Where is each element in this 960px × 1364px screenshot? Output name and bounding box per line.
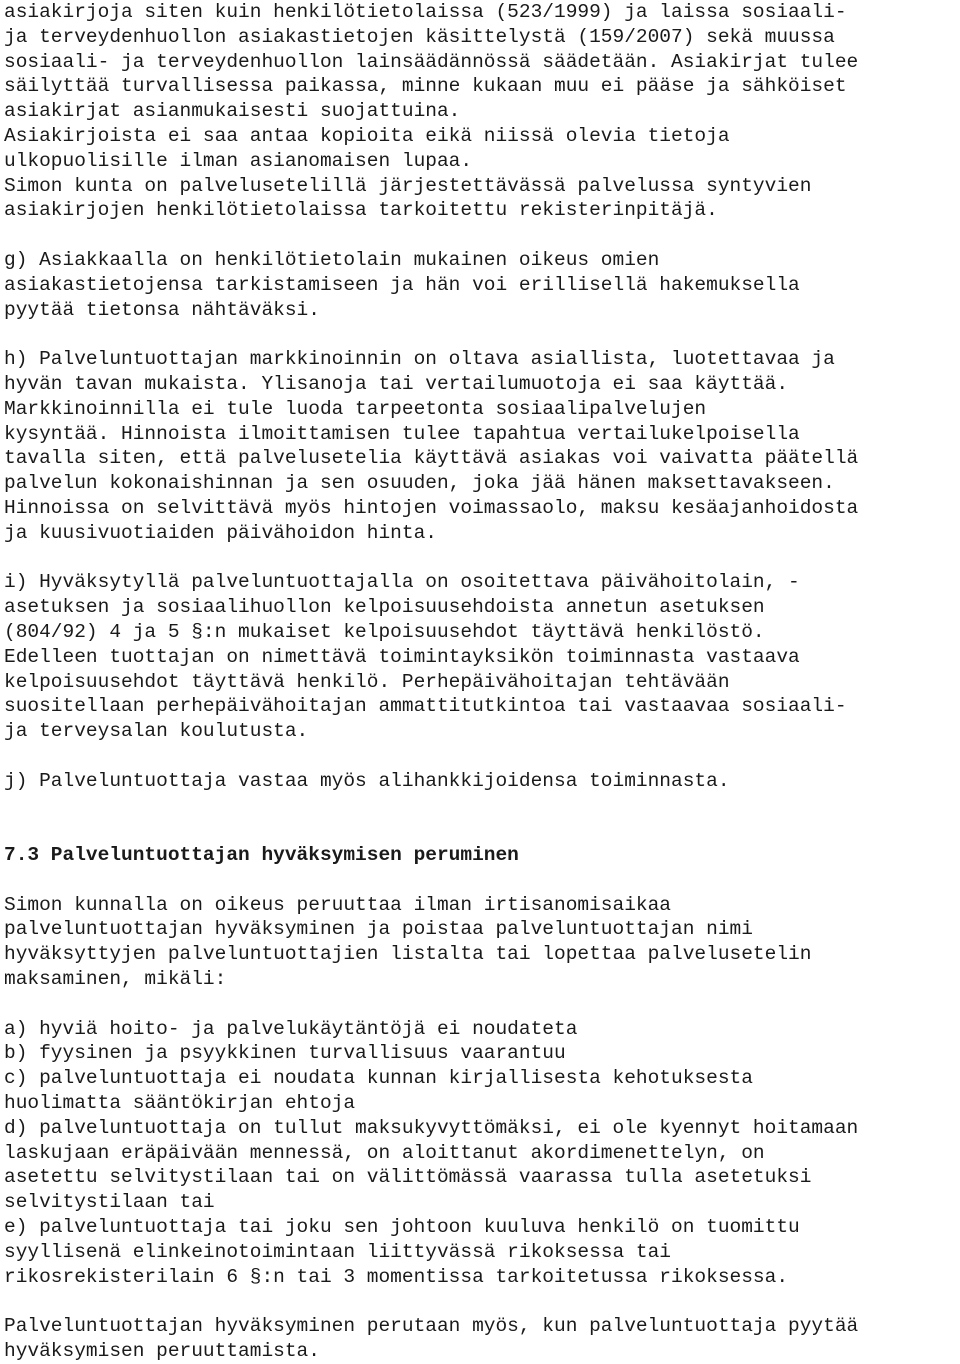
text-line: kysyntää. Hinnoista ilmoittamisen tulee tapahtua vertailukelpoisella: [4, 422, 800, 445]
text-line: Markkinoinnilla ei tule luoda tarpeetonta sosiaalipalvelujen: [4, 397, 707, 420]
text-line: kelpoisuusehdot täyttävä henkilö. Perhepäivähoitajan tehtävään: [4, 670, 730, 693]
text-line: Palveluntuottajan hyväksyminen perutaan myös, kun palveluntuottaja pyytää: [4, 1315, 859, 1338]
paragraph-item-h: [4, 347, 956, 545]
text-line: palvelun kokonaishinnan ja sen osuuden, joka jää hänen maksettavakseen.: [4, 472, 835, 495]
text-line: suositellaan perhepäivähoitajan ammattitutkintoa tai vastaavaa sosiaali-: [4, 695, 847, 718]
paragraph-gap: [4, 1289, 956, 1314]
list-item: huolimatta sääntökirjan ehtoja: [4, 1092, 356, 1115]
conditions-list: [4, 1017, 956, 1290]
paragraph-intro: [4, 893, 956, 992]
text-line: pyytää tietonsa nähtäväksi.: [4, 298, 320, 321]
text-line: j) Palveluntuottaja vastaa myös alihankkijoidensa toiminnasta.: [4, 769, 730, 792]
text-line: ja terveydenhuollon asiakastietojen käsittelystä (159/2007) sekä muussa: [4, 25, 835, 48]
paragraph-final: [4, 1314, 956, 1364]
text-line: Edelleen tuottajan on nimettävä toimintayksikön toiminnasta vastaava: [4, 645, 800, 668]
text-line: hyväksymisen peruuttamista.: [4, 1340, 320, 1363]
text-line: sosiaali- ja terveydenhuollon lainsäädännössä säädetään. Asiakirjat tulee: [4, 50, 859, 73]
text-line: hyvän tavan mukaista. Ylisanoja tai vertailumuotoja ei saa käyttää.: [4, 372, 789, 395]
text-line: asiakirjat asianmukaisesti suojattuina.: [4, 100, 461, 123]
paragraph-item-j: [4, 769, 956, 794]
text-line: tavalla siten, että palvelusetelia käyttävä asiakas voi vaivatta päätellä: [4, 447, 859, 470]
text-line: Asiakirjoista ei saa antaa kopioita eikä niissä olevia tietoja: [4, 124, 730, 147]
list-item: rikosrekisterilain 6 §:n tai 3 momentissa tarkoitetussa rikoksessa.: [4, 1265, 789, 1288]
text-line: Simon kunta on palvelusetelillä järjestettävässä palvelussa syntyvien: [4, 174, 812, 197]
section-heading: 7.3 Palveluntuottajan hyväksymisen peruminen: [4, 844, 519, 867]
text-line: Hinnoissa on selvittävä myös hintojen voimassaolo, maksu kesäajanhoidosta: [4, 496, 859, 519]
paragraph-item-i: [4, 570, 956, 744]
text-line: h) Palveluntuottajan markkinoinnin on oltava asiallista, luotettavaa ja: [4, 348, 835, 371]
paragraph-gap: [4, 794, 956, 819]
text-line: säilyttää turvallisessa paikassa, minne kukaan muu ei pääse ja sähköiset: [4, 75, 847, 98]
list-item: syyllisenä elinkeinotoimintaan liittyvässä rikoksessa tai: [4, 1240, 672, 1263]
paragraph-gap: [4, 546, 956, 571]
paragraph-gap: [4, 992, 956, 1017]
list-item: a) hyviä hoito- ja palvelukäytäntöjä ei noudateta: [4, 1017, 578, 1040]
paragraph-gap: [4, 223, 956, 248]
text-line: Simon kunnalla on oikeus peruuttaa ilman irtisanomisaikaa: [4, 893, 672, 916]
list-item: asetettu selvitystilaan tai on välittömässä vaarassa tulla asetetuksi: [4, 1166, 812, 1189]
text-line: asiakastietojensa tarkistamiseen ja hän voi erillisellä hakemuksella: [4, 273, 800, 296]
paragraph-records: [4, 0, 956, 223]
list-item: c) palveluntuottaja ei noudata kunnan kirjallisesta kehotuksesta: [4, 1067, 753, 1090]
text-line: maksaminen, mikäli:: [4, 968, 227, 991]
list-item: d) palveluntuottaja on tullut maksukyvyttömäksi, ei ole kyennyt hoitamaan: [4, 1116, 859, 1139]
text-line: i) Hyväksytyllä palveluntuottajalla on osoitettava päivähoitolain, -: [4, 571, 800, 594]
paragraph-gap: [4, 744, 956, 769]
list-item: selvitystilaan tai: [4, 1191, 215, 1214]
text-line: hyväksyttyjen palveluntuottajien listalta tai lopettaa palvelusetelin: [4, 943, 812, 966]
text-line: asiakirjojen henkilötietolaissa tarkoitettu rekisterinpitäjä.: [4, 199, 718, 222]
text-line: g) Asiakkaalla on henkilötietolain mukainen oikeus omien: [4, 248, 660, 271]
text-line: ja terveysalan koulutusta.: [4, 720, 309, 743]
list-item: e) palveluntuottaja tai joku sen johtoon kuuluva henkilö on tuomittu: [4, 1216, 800, 1239]
list-item: b) fyysinen ja psyykkinen turvallisuus vaarantuu: [4, 1042, 566, 1065]
paragraph-gap: [4, 818, 956, 843]
text-line: palveluntuottajan hyväksyminen ja poistaa palveluntuottajan nimi: [4, 918, 753, 941]
paragraph-gap: [4, 868, 956, 893]
paragraph-item-g: [4, 248, 956, 322]
text-line: ja kuusivuotiaiden päivähoidon hinta.: [4, 521, 437, 544]
text-line: asetuksen ja sosiaalihuollon kelpoisuusehdoista annetun asetuksen: [4, 596, 765, 619]
list-item: laskujaan eräpäivään mennessä, on aloittanut akordimenettelyn, on: [4, 1141, 765, 1164]
text-line: asiakirjoja siten kuin henkilötietolaissa (523/1999) ja laissa sosiaali-: [4, 1, 847, 23]
text-line: (804/92) 4 ja 5 §:n mukaiset kelpoisuusehdot täyttävä henkilöstö.: [4, 620, 765, 643]
text-line: ulkopuolisille ilman asianomaisen lupaa.: [4, 149, 473, 172]
document-page: [4, 0, 956, 1364]
paragraph-gap: [4, 322, 956, 347]
